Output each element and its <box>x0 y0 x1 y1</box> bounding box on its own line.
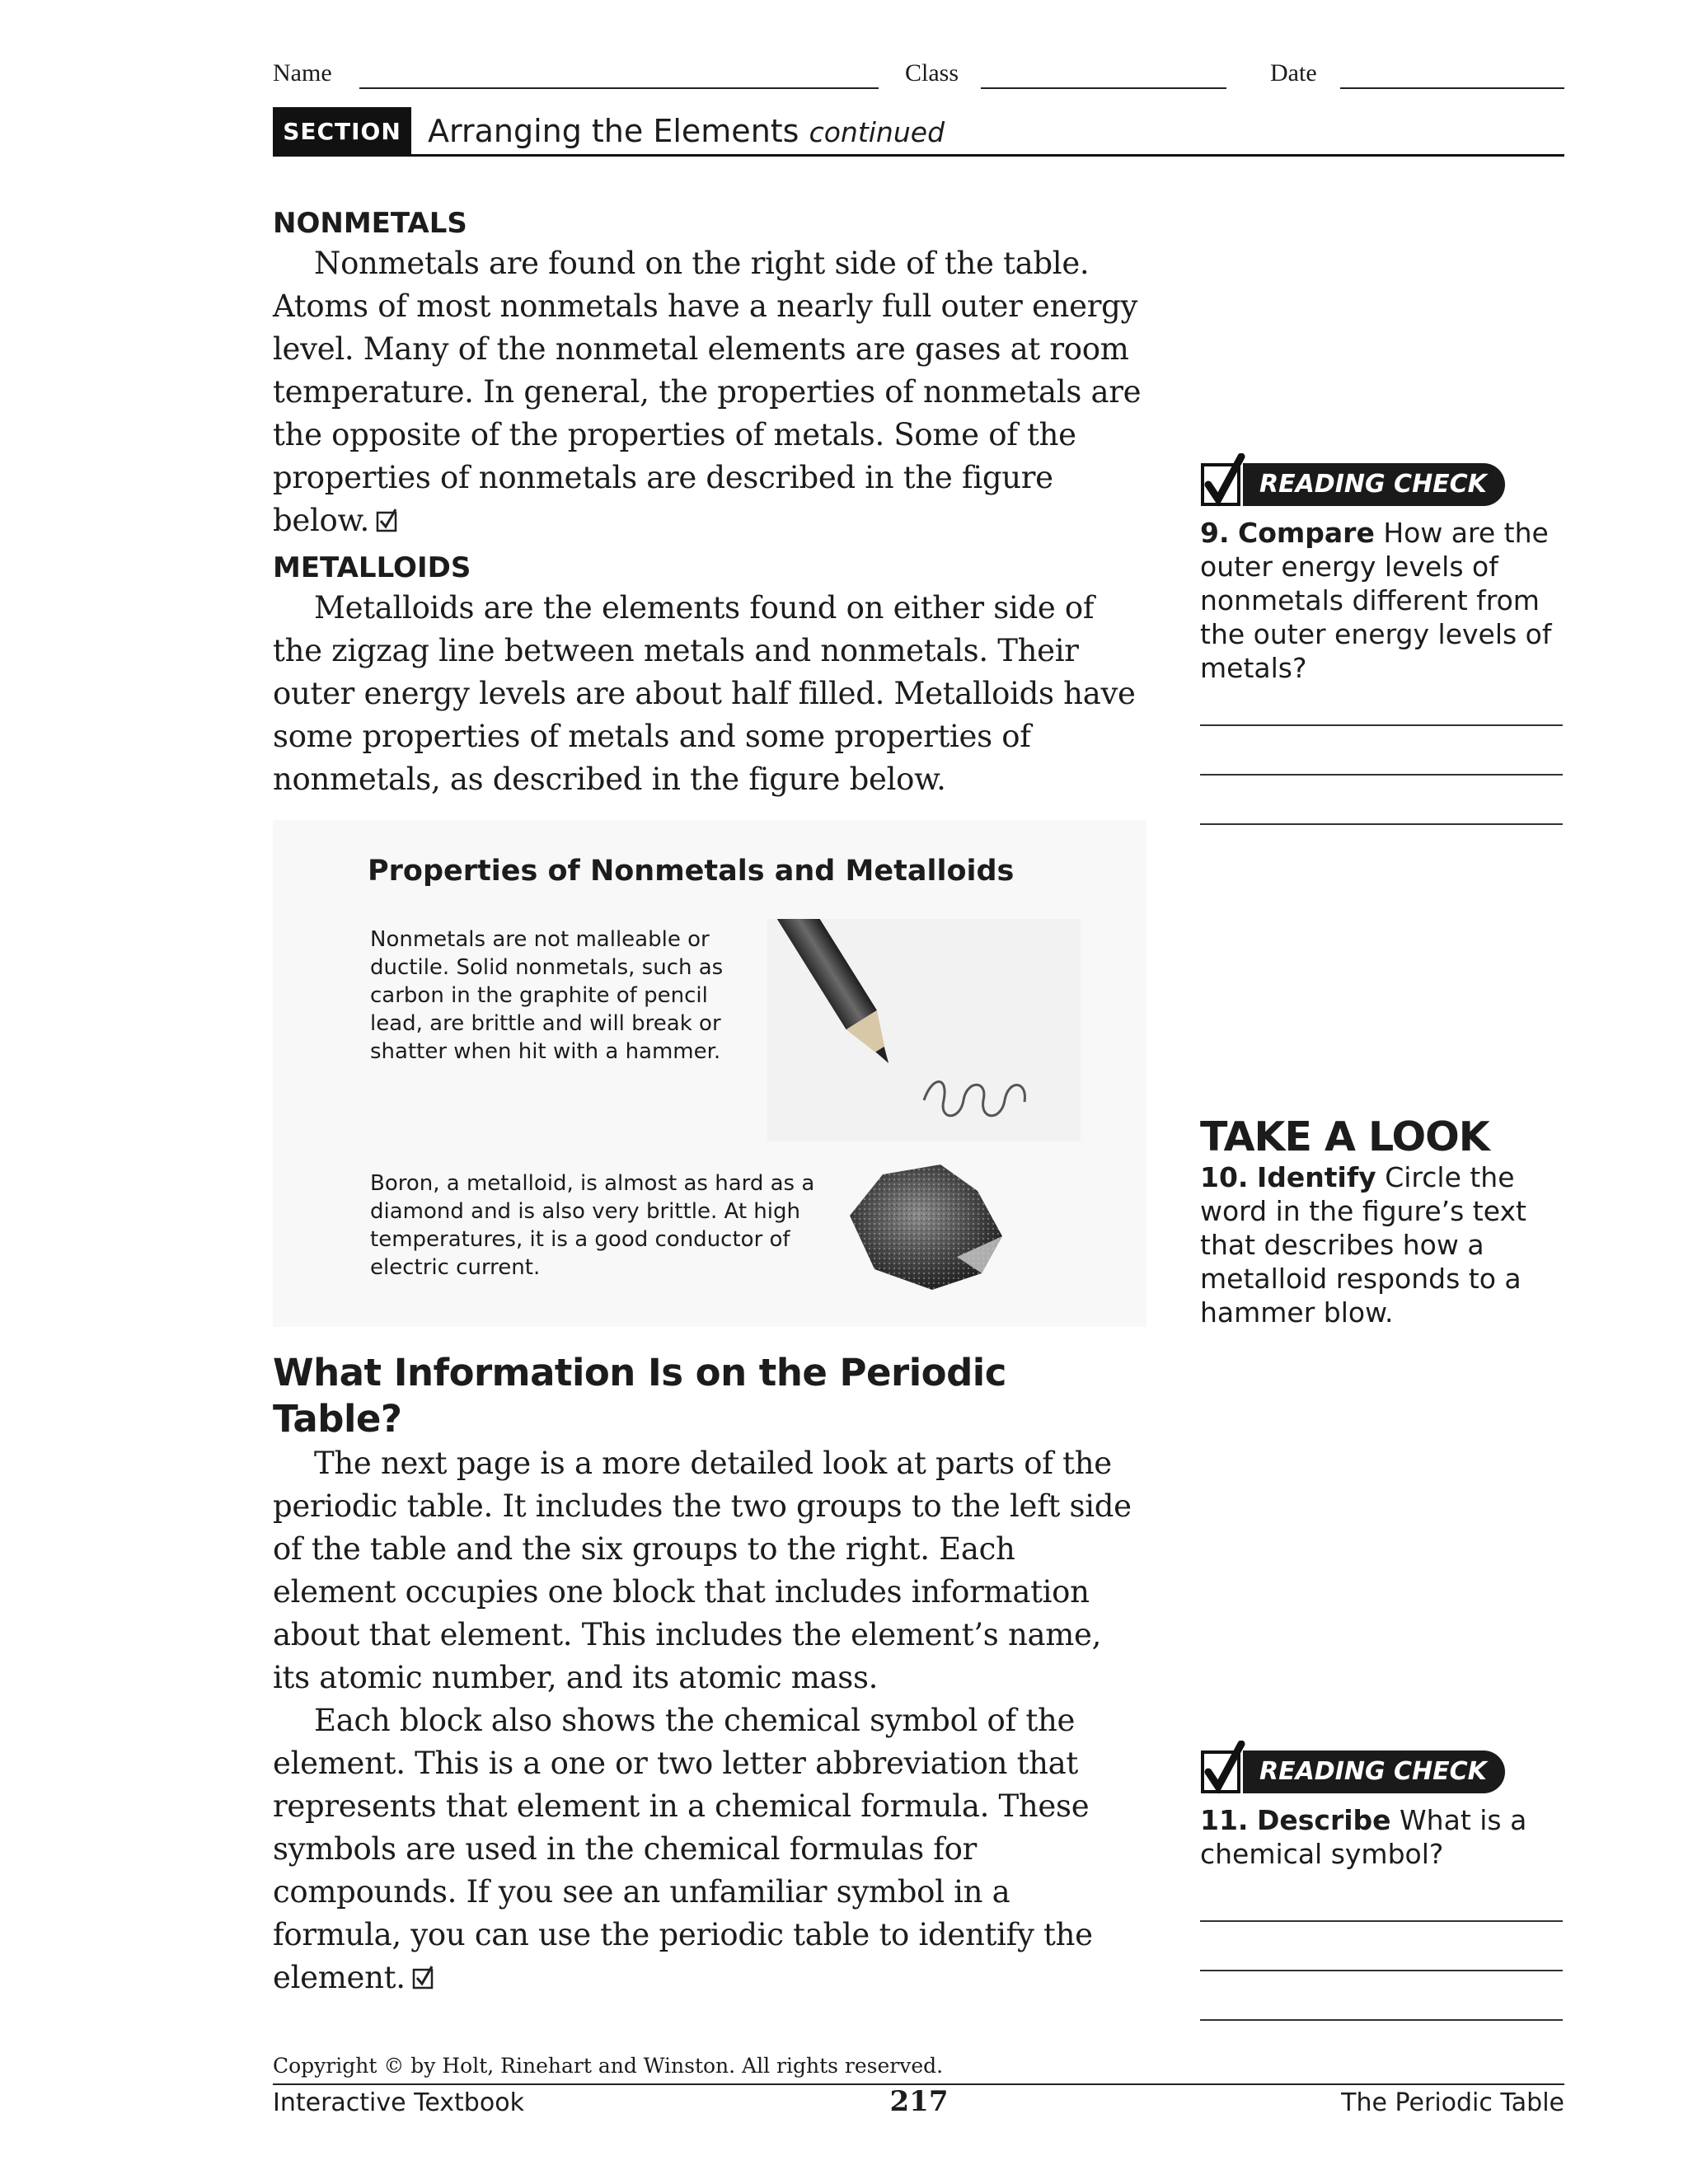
answer-line-11c[interactable] <box>1200 1971 1563 2021</box>
section-title <box>428 110 945 153</box>
periodic-info-body <box>273 1442 1146 1999</box>
reading-check-label: READING CHECK <box>1243 1750 1505 1793</box>
nonmetals-heading: NONMETALS <box>273 207 467 240</box>
copyright: Copyright © by Holt, Rinehart and Winston. All rights reserved. <box>273 2054 944 2078</box>
periodic-info-para1: The next page is a more detailed look at parts of the periodic table. It includes the two groups to the left side of the table and the six groups to the right. Each element occupies one block that includes information about that element. This includes the element’s name, its atomic number, and its atomic mass. <box>273 1446 1132 1695</box>
caption-nonmetals: Nonmetals are not malleable or ductile. Solid nonmetals, such as carbon in the graphite of pencil lead, are brittle and will break or shatter when hit with a hammer. <box>370 927 724 1064</box>
reading-check-badge <box>1200 1741 1563 1795</box>
metalloids-section <box>273 551 1146 801</box>
figure-title: Properties of Nonmetals and Metalloids <box>368 855 1015 888</box>
class-label: Class <box>905 59 959 87</box>
name-label: Name <box>273 59 332 87</box>
checkmark-icon <box>1200 453 1246 508</box>
answer-line-11b[interactable] <box>1200 1922 1563 1971</box>
metalloids-text: Metalloids are the elements found on either side of the zigzag line between metals and nonmetals. Their outer energy levels are about half filled. Metalloids have some properties of metals and some properties of nonmetals, as described in the figure below. <box>273 590 1136 797</box>
boron-rock-image <box>833 1158 1023 1298</box>
checkbox-mark-icon <box>376 508 399 532</box>
q10-verb: Identify <box>1256 1161 1376 1193</box>
name-line <box>359 87 879 89</box>
answer-line-9a[interactable] <box>1200 685 1563 726</box>
question-11 <box>1200 1803 1563 1871</box>
q9-text: How are the outer energy levels of nonmetals different from the outer energy levels of metals? <box>1200 517 1552 684</box>
name-field[interactable] <box>273 58 879 94</box>
checkbox-mark-icon <box>412 1965 435 1990</box>
reading-check-11 <box>1200 1741 1563 2021</box>
date-line <box>1340 87 1564 89</box>
section-header <box>273 107 1564 194</box>
q10-number: 10. <box>1200 1161 1249 1193</box>
take-a-look-box <box>1200 1114 1563 1329</box>
periodic-info-heading: What Information Is on the Periodic Table? <box>273 1351 1006 1441</box>
section-continued: continued <box>809 116 945 148</box>
question-10 <box>1200 1160 1563 1329</box>
periodic-info-section <box>273 1350 1146 1999</box>
nonmetals-section <box>273 206 1146 542</box>
nonmetals-paragraph <box>273 242 1146 542</box>
q9-verb: Compare <box>1238 517 1375 549</box>
q9-number: 9. <box>1200 517 1230 549</box>
pencil-image <box>767 919 1081 1141</box>
properties-figure <box>273 820 1146 1327</box>
class-field[interactable] <box>905 58 1226 94</box>
date-field[interactable] <box>1270 58 1564 94</box>
q11-text: What is a chemical symbol? <box>1200 1804 1527 1870</box>
q11-number: 11. <box>1200 1804 1249 1836</box>
metalloids-paragraph <box>273 587 1146 801</box>
periodic-info-para2: Each block also shows the chemical symbol of the element. This is a one or two letter abbreviation that represents that element in a chemical formula. These symbols are used in the chemical formulas for compounds. If you see an unfamiliar symbol in a formula, you can use the periodic table to identify the element. <box>273 1703 1093 1995</box>
reading-check-label: READING CHECK <box>1243 463 1505 506</box>
question-9 <box>1200 516 1563 685</box>
q10-text: Circle the word in the figure’s text that describes how a metalloid responds to a hammer blow. <box>1200 1161 1526 1329</box>
header-fields <box>273 58 1564 94</box>
checkmark-icon <box>1200 1741 1246 1795</box>
answer-line-9c[interactable] <box>1200 776 1563 825</box>
reading-check-badge <box>1200 453 1563 508</box>
reading-check-9 <box>1200 453 1563 825</box>
q11-verb: Describe <box>1256 1804 1391 1836</box>
take-a-look-heading: TAKE A LOOK <box>1200 1113 1489 1160</box>
footer-chapter-title: The Periodic Table <box>1341 2088 1564 2117</box>
answer-line-9b[interactable] <box>1200 726 1563 776</box>
footer-book-title: Interactive Textbook <box>273 2088 524 2117</box>
page-number: 217 <box>889 2085 949 2118</box>
class-line <box>981 87 1226 89</box>
date-label: Date <box>1270 59 1317 87</box>
section-tag: SECTION 1 <box>273 107 411 157</box>
nonmetals-text: Nonmetals are found on the right side of the table. Atoms of most nonmetals have a nearly full outer energy level. Many of the nonmetal elements are gases at room temperature. In general, the properties of nonmetals are the opposite of the properties of metals. Some of the properties of nonmetals are described in the figure below. <box>273 246 1142 538</box>
caption-boron: Boron, a metalloid, is almost as hard as a diamond and is also very brittle. At high temperatures, it is a good conductor of electric current. <box>370 1171 815 1280</box>
metalloids-heading: METALLOIDS <box>273 551 471 584</box>
section-title-text: Arranging the Elements <box>428 113 799 149</box>
answer-line-11a[interactable] <box>1200 1871 1563 1922</box>
